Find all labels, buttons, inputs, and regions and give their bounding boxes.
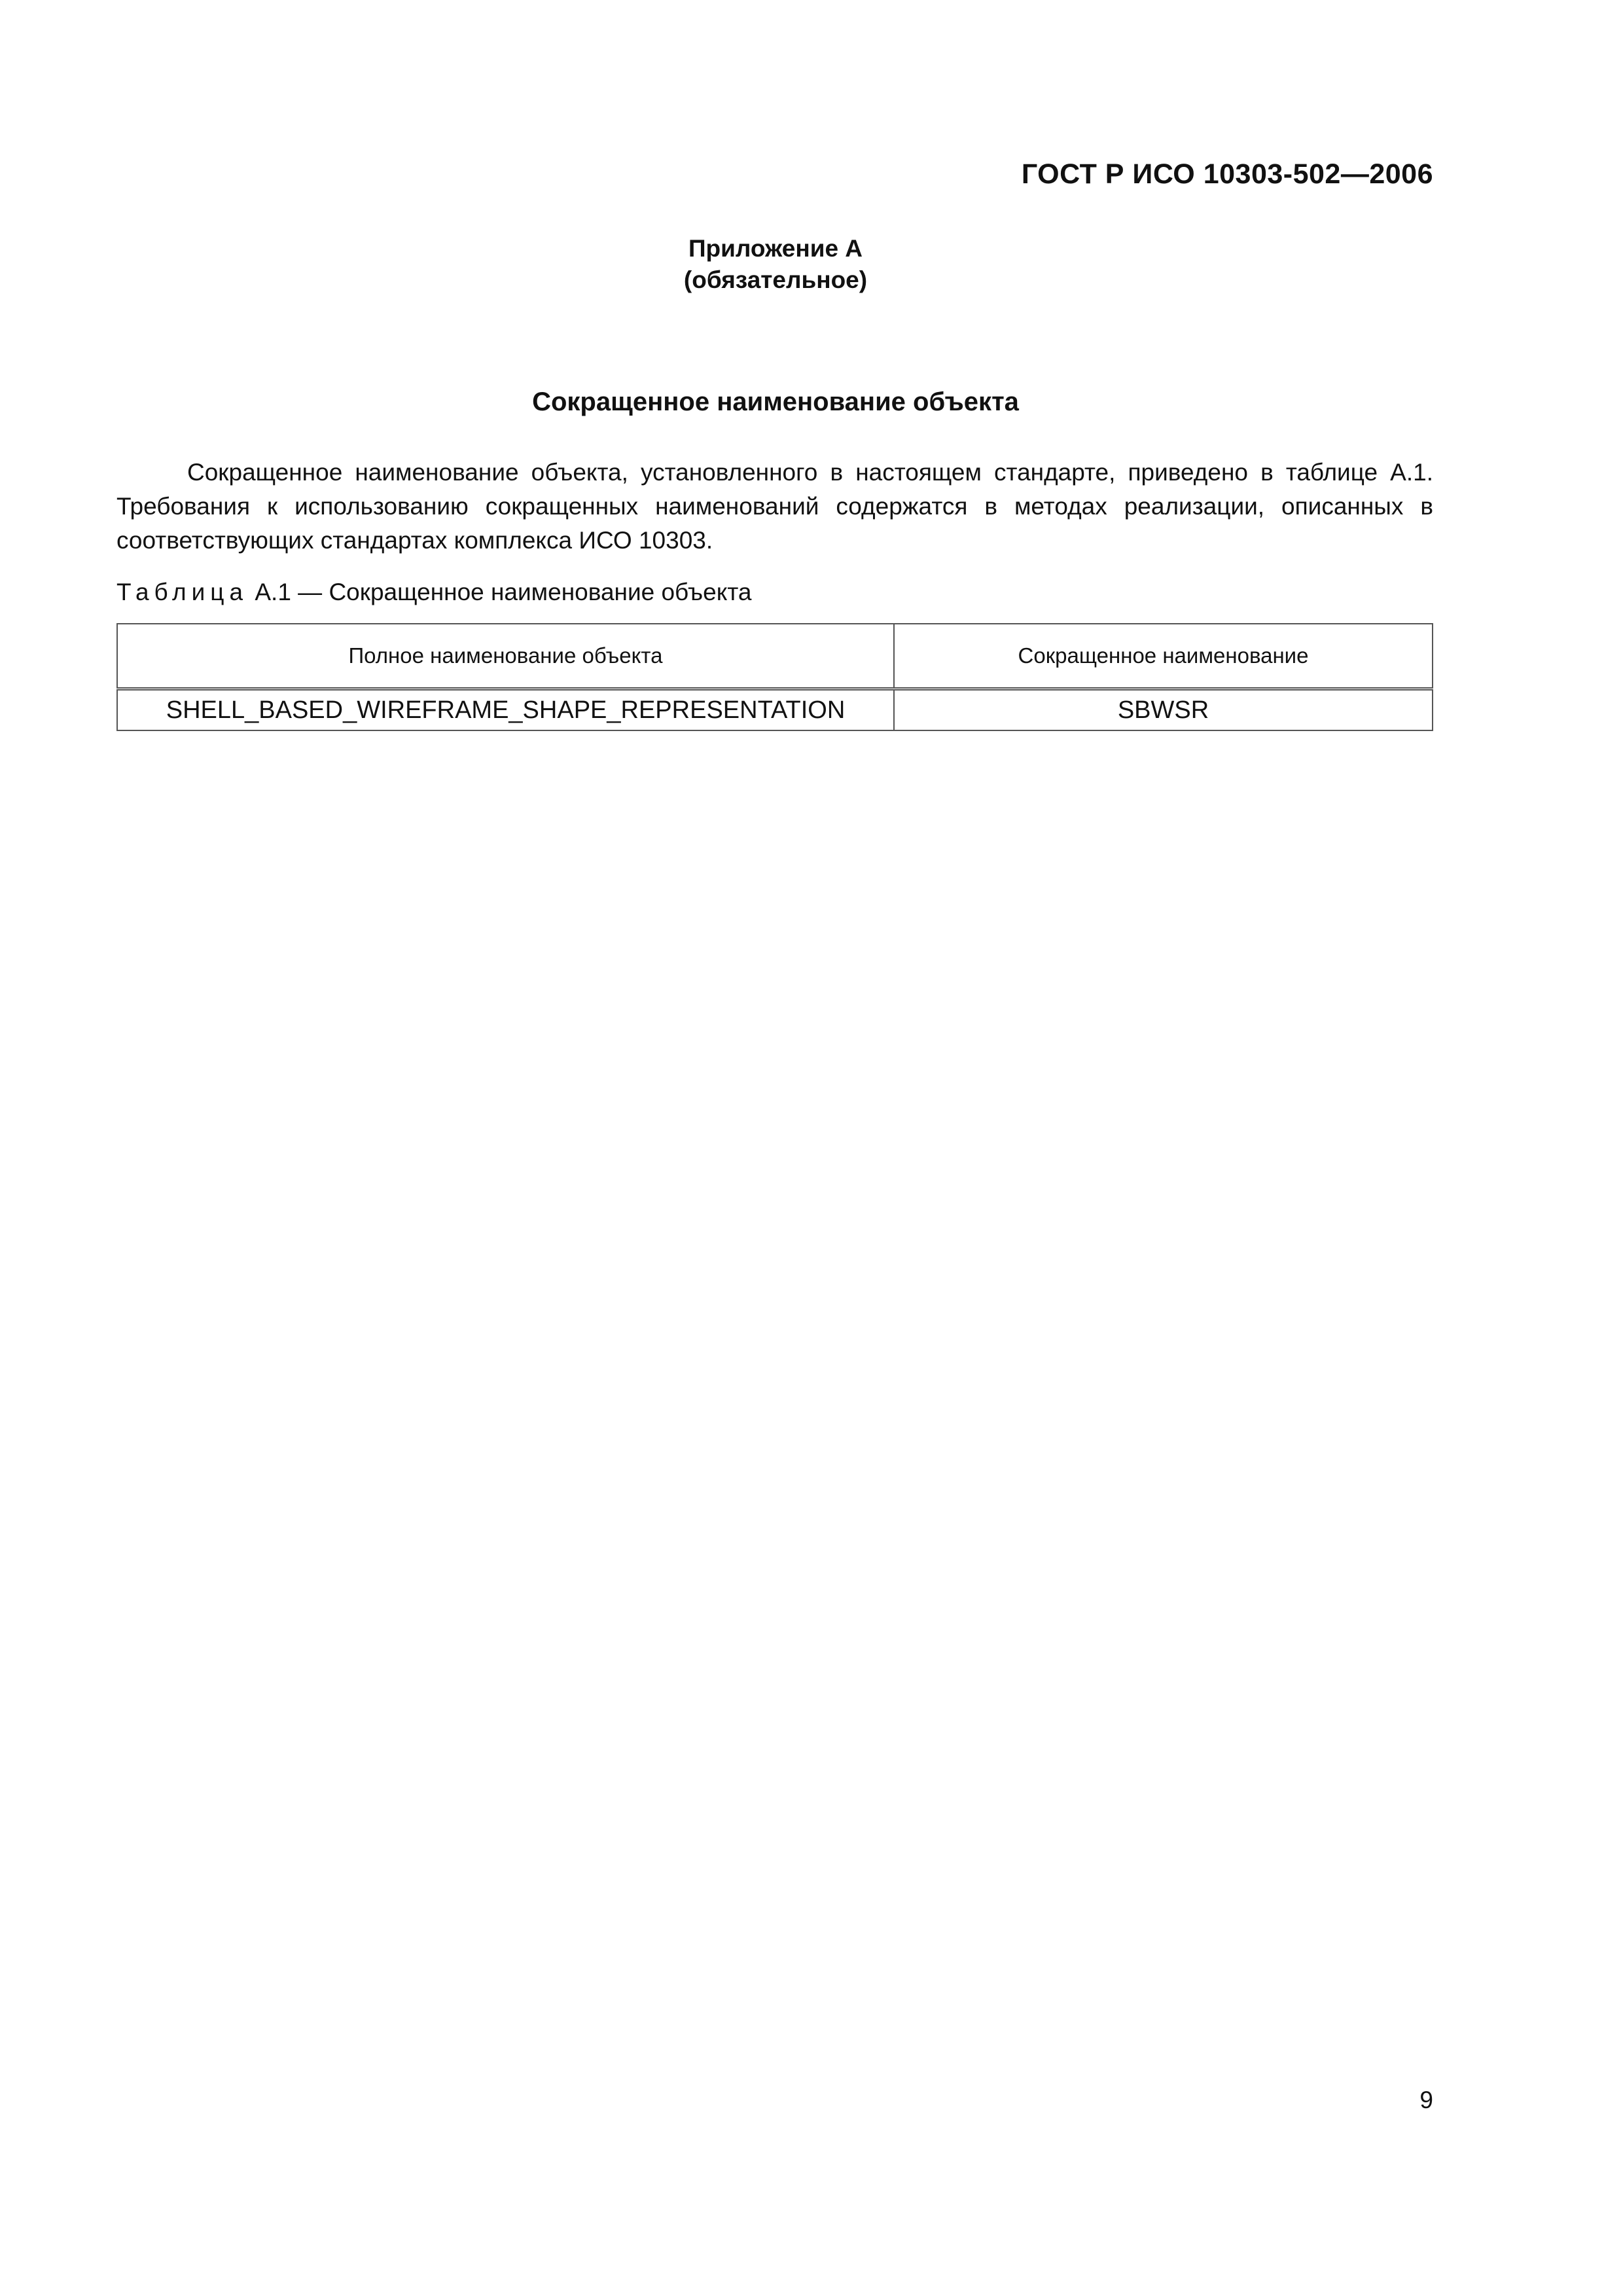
- section-title: Сокращенное наименование объекта: [532, 387, 1019, 416]
- column-header-short-name: Сокращенное наименование: [894, 624, 1433, 689]
- table-header-row: [117, 624, 1433, 689]
- page-number: 9: [1419, 2087, 1433, 2113]
- cell-full-name: SHELL_BASED_WIREFRAME_SHAPE_REPRESENTATION: [117, 689, 894, 731]
- annex-heading: [0, 233, 1551, 296]
- column-header-full-name: Полное наименование объекта: [117, 624, 894, 689]
- annex-title: Приложение А: [688, 235, 863, 262]
- objects-table: [116, 623, 1433, 731]
- objects-table-container: [116, 623, 1433, 731]
- cell-short-name: SBWSR: [894, 689, 1433, 731]
- body-paragraph: Сокращенное наименование объекта, установленного в настоящем стандарте, приведено в таблице А.1. Требования к использованию сокращенных наименований содержатся в методах реализации, описанных в соответствующих стандартах комплекса ИСО 10303.: [116, 459, 1433, 554]
- annex-status: (обязательное): [683, 266, 868, 293]
- document-code-header: ГОСТ Р ИСО 10303-502—2006: [1021, 158, 1433, 190]
- table-caption-text: А.1 — Сокращенное наименование объекта: [255, 579, 752, 605]
- table-row: [117, 689, 1433, 731]
- table-caption: [116, 579, 751, 606]
- table-caption-label: Таблица: [116, 579, 249, 605]
